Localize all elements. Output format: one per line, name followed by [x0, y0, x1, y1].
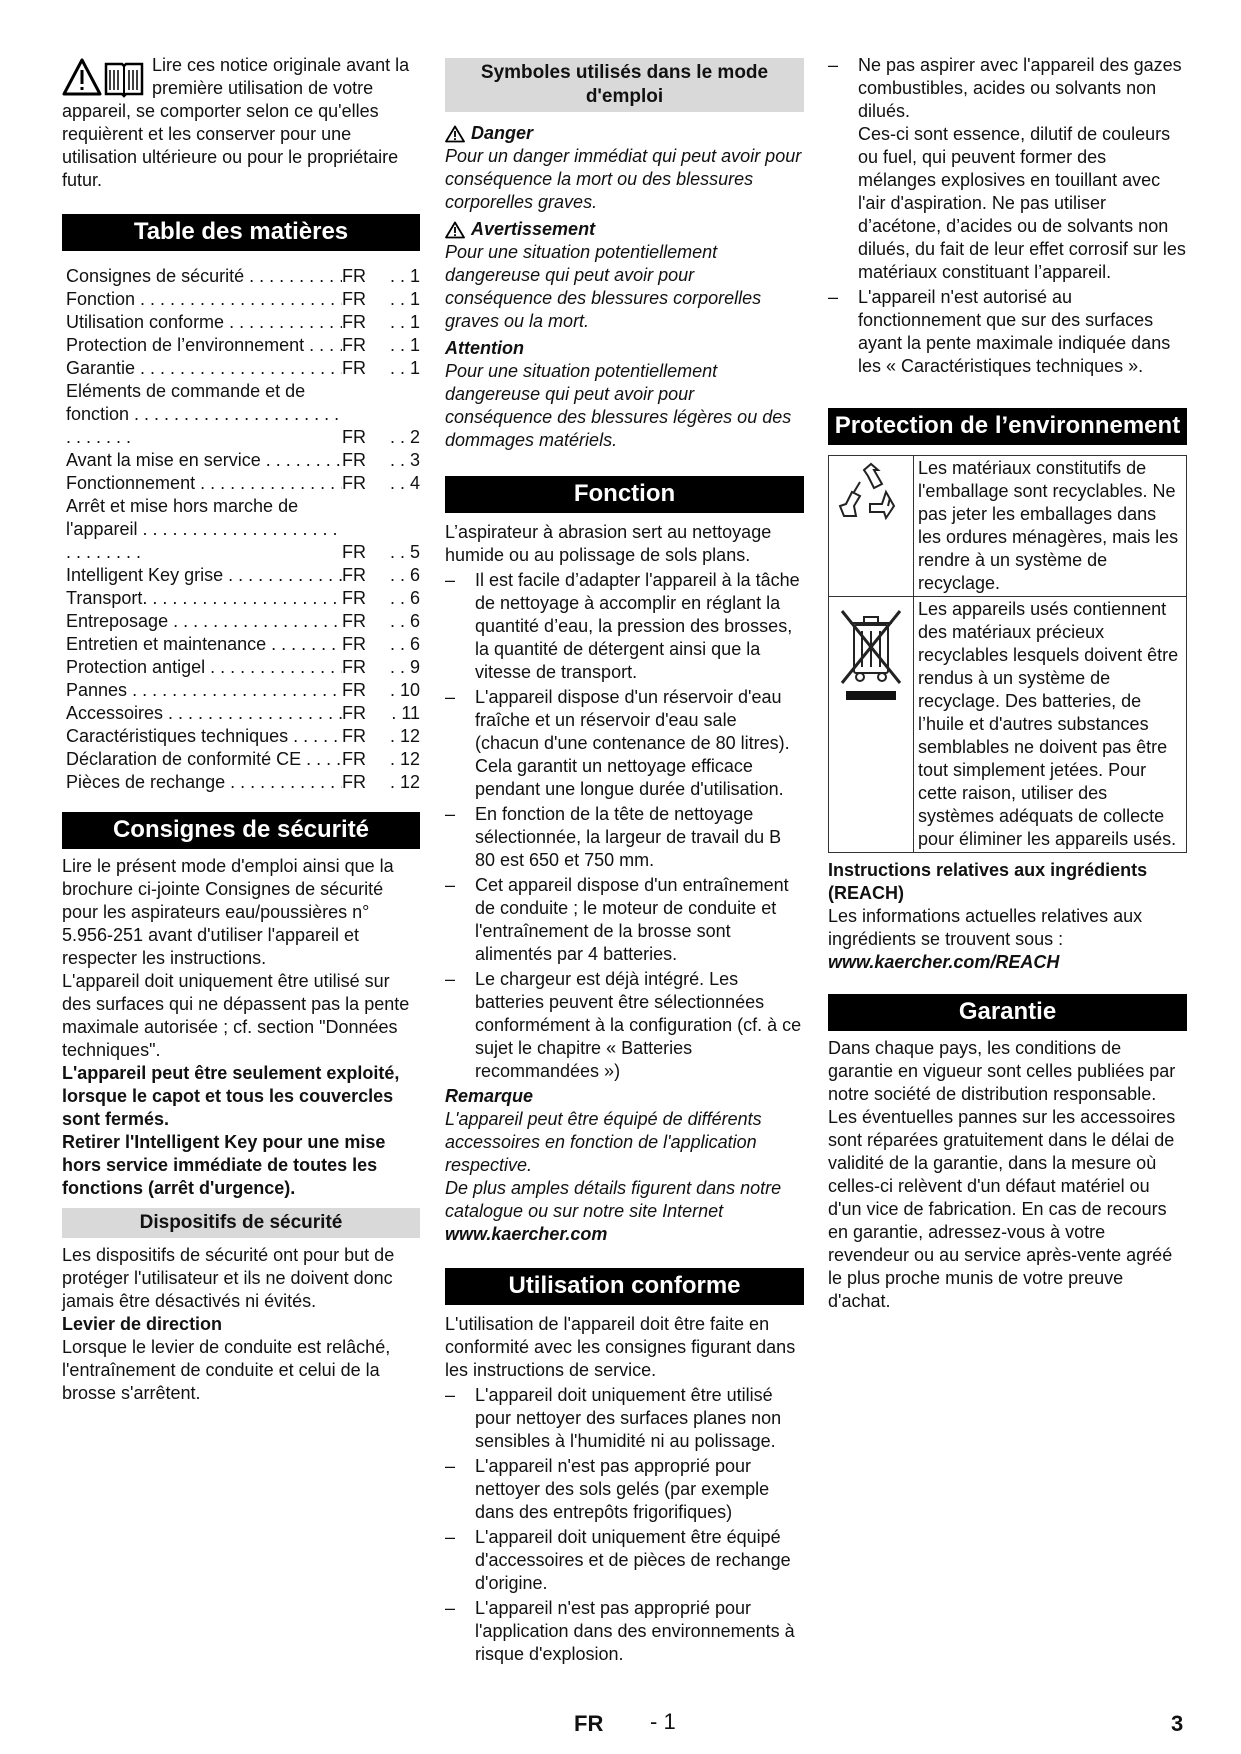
recycle-text: Les matériaux constitutifs de l'emballage sont recyclables. Ne pas jeter les emballages dans les ordures ménagères, mais les rendre à un système de recyclage. — [914, 456, 1187, 597]
list-item: – En fonction de la tête de nettoyage sélectionnée, la largeur de travail du B 80 est 650 et 750 mm. — [445, 803, 804, 872]
toc-entry-page: . 11 — [391, 703, 420, 723]
toc-entry-page: . . 5 — [389, 542, 420, 562]
toc-entry-title: Caractéristiques techniques . . . — [66, 725, 342, 748]
toc-entry-title: Protection antigel . . . — [66, 656, 342, 679]
toc-entry-title: Pannes . . . — [66, 679, 342, 702]
toc-entry[interactable] — [66, 679, 420, 702]
toc-entry-title: Accessoires . . . — [66, 702, 342, 725]
note-label: Remarque — [445, 1086, 534, 1106]
safety-bold-1: L'appareil peut être seulement exploité, lorsque le capot et tous les couvercles sont fermés. — [62, 1063, 400, 1129]
intro-text: Lire ces notice originale avant la première utilisation de votre appareil, se comporter selon ce qu'elles requièrent et les conserver pour une utilisation ultérieure ou pour le propriétaire futur. — [62, 55, 410, 190]
toc-entry-page: . . 1 — [389, 266, 420, 286]
danger-label: Danger — [471, 123, 534, 143]
footer-page-label: - 1 — [650, 1709, 676, 1734]
reach-heading: Instructions relatives aux ingrédients (REACH) — [828, 860, 1148, 903]
toc-entry-lang: FR — [342, 266, 366, 286]
toc-entry-lang: FR — [342, 335, 366, 355]
toc-entry[interactable] — [66, 311, 420, 334]
toc-entry-page: . 12 — [389, 772, 420, 792]
toc-entry-lang: FR — [342, 358, 366, 378]
toc-entry[interactable] — [66, 633, 420, 656]
toc-entry-lang: FR — [342, 726, 366, 746]
toc-entry[interactable] — [66, 265, 420, 288]
warning-manual-icon — [62, 56, 146, 98]
toc-entry-lang: FR — [342, 680, 366, 700]
toc-entry-lang: FR — [342, 542, 366, 562]
list-item: – L'appareil n'est pas approprié pour nettoyer des sols gelés (par exemple dans des entrepôts frigorifiques) — [445, 1455, 804, 1524]
warranty-text: Dans chaque pays, les conditions de garantie en vigueur sont celles publiées par notre société de distribution responsable. Les éventuelles pannes sur les accessoires sont réparées gratuitement dans le délai de validité de la garantie, dans la mesure où celles-ci relèvent d'un défaut matériel ou d'un vice de fabrication. En cas de recours en garantie, adressez-vous à votre revendeur ou au service après-vente agréé le plus proche munis de votre preuve d'achat. — [828, 1038, 1176, 1311]
note-text-1: L'appareil peut être équipé de différents accessoires en fonction de l'application respective. — [445, 1109, 762, 1175]
toc-entry-lang: FR — [342, 611, 366, 631]
danger-label-row — [445, 122, 804, 145]
list-item: – L'appareil doit uniquement être équipé d'accessoires et de pièces de rechange d'origine. — [445, 1526, 804, 1595]
toc-entry-page: . 12 — [389, 749, 420, 769]
intro — [62, 54, 420, 192]
list-item: – Cet appareil dispose d'un entraînement de conduite ; le moteur de conduite et l'entraînement de la brosse sont alimentés par 4 batteries. — [445, 874, 804, 966]
table-row — [829, 597, 1187, 853]
reach-link[interactable]: www.kaercher.com/REACH — [828, 952, 1060, 972]
safety-heading: Consignes de sécurité — [62, 812, 420, 849]
toc-entry[interactable] — [66, 495, 420, 564]
toc-entry-title: Entreposage . . . — [66, 610, 342, 633]
function-list — [445, 569, 804, 1083]
table-row — [829, 456, 1187, 597]
toc-entry-page: . . 1 — [389, 358, 420, 378]
warning-text: Pour une situation potentiellement dangereuse qui peut avoir pour conséquence des blessures corporelles graves ou la mort. — [445, 242, 762, 331]
toc-entry[interactable] — [66, 725, 420, 748]
attention-text: Pour une situation potentiellement dangereuse qui peut avoir pour conséquence des blessures légères ou des dommages matériels. — [445, 361, 792, 450]
toc-entry-lang: FR — [342, 588, 366, 608]
toc-entry-title: Transport. . . . — [66, 587, 342, 610]
column-middle — [445, 58, 804, 1668]
toc-entry[interactable] — [66, 748, 420, 771]
column-right — [828, 54, 1187, 1313]
note-text-2: De plus amples détails figurent dans notre catalogue ou sur notre site Internet — [445, 1178, 782, 1221]
toc-entry-page: . 10 — [389, 680, 420, 700]
symbols-heading: Symboles utilisés dans le mode d'emploi — [445, 58, 804, 112]
danger-triangle-icon — [445, 125, 465, 143]
proper-use-list-cont — [828, 54, 1187, 378]
toc-entry[interactable] — [66, 472, 420, 495]
toc-entry[interactable] — [66, 288, 420, 311]
warning-label-row — [445, 218, 804, 241]
environment-heading: Protection de l’environnement — [828, 408, 1187, 445]
toc-entry-title: Avant la mise en service . . . — [66, 449, 342, 472]
toc-entry-title: Intelligent Key grise . . . — [66, 564, 342, 587]
toc-entry-page: . . 1 — [389, 335, 420, 355]
safety-devices-heading: Dispositifs de sécurité — [62, 1208, 420, 1238]
recycle-icon — [838, 462, 904, 524]
list-item: – L'appareil dispose d'un réservoir d'eau fraîche et un réservoir d'eau sale (chacun d'une contenance de 80 litres). Cela garantit un nettoyage efficace pendant une longue durée d'utilisation. — [445, 686, 804, 801]
recycle-cell — [829, 456, 914, 597]
table-of-contents — [66, 265, 420, 794]
function-heading: Fonction — [445, 476, 804, 513]
list-item: – L'appareil n'est autorisé au fonctionnement que sur des surfaces ayant la pente maximale indiquée dans les « Caractéristiques techniques ». — [828, 286, 1187, 378]
safety-text-1: Lire le présent mode d'emploi ainsi que la brochure ci-jointe Consignes de sécurité pour les aspirateurs eau/poussières n° 5.956-251 avant d'utiliser l'appareil et respecter les instructions. — [62, 856, 394, 968]
toc-entry-title: Fonction . . . — [66, 288, 342, 311]
reach-text: Les informations actuelles relatives aux ingrédients se trouvent sous : — [828, 906, 1143, 949]
list-item: – L'appareil n'est pas approprié pour l'application dans des environnements à risque d'explosion. — [445, 1597, 804, 1666]
environment-table — [828, 455, 1187, 853]
safety-bold-2: Retirer l'Intelligent Key pour une mise hors service immédiate de toutes les fonctions (arrêt d'urgence). — [62, 1132, 386, 1198]
toc-entry-lang: FR — [342, 427, 366, 447]
toc-entry-page: . 12 — [389, 726, 420, 746]
toc-entry-page: . . 6 — [389, 565, 420, 585]
list-item: – Il est facile d’adapter l'appareil à la tâche de nettoyage à accomplir en réglant la quantité d’eau, la pression des brosses, la quantité de détergent ainsi que la vitesse de transport. — [445, 569, 804, 684]
toc-entry-lang: FR — [342, 749, 366, 769]
toc-entry-page: . . 3 — [389, 450, 420, 470]
note-link[interactable]: www.kaercher.com — [445, 1224, 608, 1244]
toc-entry[interactable] — [66, 380, 420, 449]
toc-entry-title: Consignes de sécurité . . . — [66, 265, 342, 288]
toc-entry-page: . . 1 — [389, 289, 420, 309]
warranty-heading: Garantie — [828, 994, 1187, 1031]
toc-entry[interactable] — [66, 610, 420, 633]
toc-entry[interactable] — [66, 357, 420, 380]
toc-entry-lang: FR — [342, 772, 366, 792]
weee-text: Les appareils usés contiennent des matériaux précieux recyclables lesquels doivent être rendus à un système de recyclage. Des batteries, de l’huile et d'autres substances semblables ne doivent pas être tout simplement jetées. Pour cette raison, utiliser des systèmes adéquats de collecte pour éliminer les appareils usés. — [914, 597, 1187, 853]
toc-entry-lang: FR — [342, 565, 366, 585]
toc-entry-page: . . 4 — [389, 473, 420, 493]
toc-entry[interactable] — [66, 334, 420, 357]
proper-use-heading: Utilisation conforme — [445, 1268, 804, 1305]
toc-heading: Table des matières — [62, 214, 420, 251]
lever-text: Lorsque le levier de conduite est relâché, l'entraînement de conduite et celui de la brosse s'arrêtent. — [62, 1337, 391, 1403]
toc-entry[interactable] — [66, 702, 420, 725]
toc-entry-lang: FR — [342, 312, 366, 332]
toc-entry[interactable] — [66, 771, 420, 794]
toc-entry-page: . . 6 — [389, 634, 420, 654]
attention-label: Attention — [445, 338, 524, 358]
toc-entry-page: . . 6 — [389, 611, 420, 631]
warning-label: Avertissement — [471, 219, 596, 239]
toc-entry-lang: FR — [342, 473, 366, 493]
toc-entry-title: Fonctionnement . . . — [66, 472, 342, 495]
list-item: – L'appareil doit uniquement être utilisé pour nettoyer des surfaces planes non sensibles à l'humidité ni au polissage. — [445, 1384, 804, 1453]
toc-entry-title: Déclaration de conformité CE . . . — [66, 748, 342, 771]
proper-use-intro: L'utilisation de l'appareil doit être faite en conformité avec les consignes figurant dans les instructions de service. — [445, 1314, 796, 1380]
toc-entry-lang: FR — [342, 703, 366, 723]
footer-page-number: 3 — [1171, 1711, 1184, 1736]
toc-entry-title: Protection de l’environnement . . . — [66, 334, 342, 357]
safety-text-2: L'appareil doit uniquement être utilisé sur des surfaces qui ne dépassent pas la pente maximale autorisée ; cf. section "Données techniques". — [62, 971, 410, 1060]
proper-use-list — [445, 1384, 804, 1666]
toc-entry-title: Pièces de rechange . . . — [66, 771, 342, 794]
toc-entry-title: Garantie . . . — [66, 357, 342, 380]
warning-triangle-icon — [445, 221, 465, 239]
lever-heading: Levier de direction — [62, 1314, 223, 1334]
safety-devices-text: Les dispositifs de sécurité ont pour but de protéger l'utilisateur et ils ne doivent donc jamais être désactivés ni évités. — [62, 1245, 395, 1311]
toc-entry[interactable] — [66, 587, 420, 610]
crossed-bin-icon — [836, 603, 906, 703]
toc-entry-title: Arrêt et mise hors marche de l'appareil . . . — [66, 495, 342, 564]
toc-entry-page: . . 2 — [389, 427, 420, 447]
toc-entry-lang: FR — [342, 450, 366, 470]
toc-entry[interactable] — [66, 564, 420, 587]
toc-entry[interactable] — [66, 449, 420, 472]
weee-cell — [829, 597, 914, 853]
toc-entry-page: . . 6 — [389, 588, 420, 608]
toc-entry-lang: FR — [342, 657, 366, 677]
toc-entry-page: . . 9 — [389, 657, 420, 677]
toc-entry-title: Eléments de commande et de fonction . . . — [66, 380, 342, 449]
toc-entry[interactable] — [66, 656, 420, 679]
function-intro: L’aspirateur à abrasion sert au nettoyage humide ou au polissage de sols plans. — [445, 522, 772, 565]
footer-language: FR — [574, 1711, 604, 1736]
toc-entry-lang: FR — [342, 289, 366, 309]
danger-text: Pour un danger immédiat qui peut avoir pour conséquence la mort ou des blessures corporelles graves. — [445, 146, 802, 212]
toc-entry-page: . . 1 — [389, 312, 420, 332]
list-item: – Le chargeur est déjà intégré. Les batteries peuvent être sélectionnées conformément à la configuration (cf. à ce sujet le chapitre « Batteries recommandées ») — [445, 968, 804, 1083]
toc-entry-lang: FR — [342, 634, 366, 654]
column-left — [62, 54, 420, 1405]
toc-entry-title: Utilisation conforme . . . — [66, 311, 342, 334]
toc-entry-title: Entretien et maintenance . . . — [66, 633, 342, 656]
list-item: – Ne pas aspirer avec l'appareil des gazes combustibles, acides ou solvants non dilués. Ces-ci sont essence, dilutif de couleurs ou fuel, qui peuvent former des mélanges explosives en touillant avec l'air d'aspiration. Ne pas utiliser d’acétone, d’acides ou de solvants non dilués, du fait de leur effet corrosif sur les matériaux constituant l’appareil. — [828, 54, 1187, 284]
